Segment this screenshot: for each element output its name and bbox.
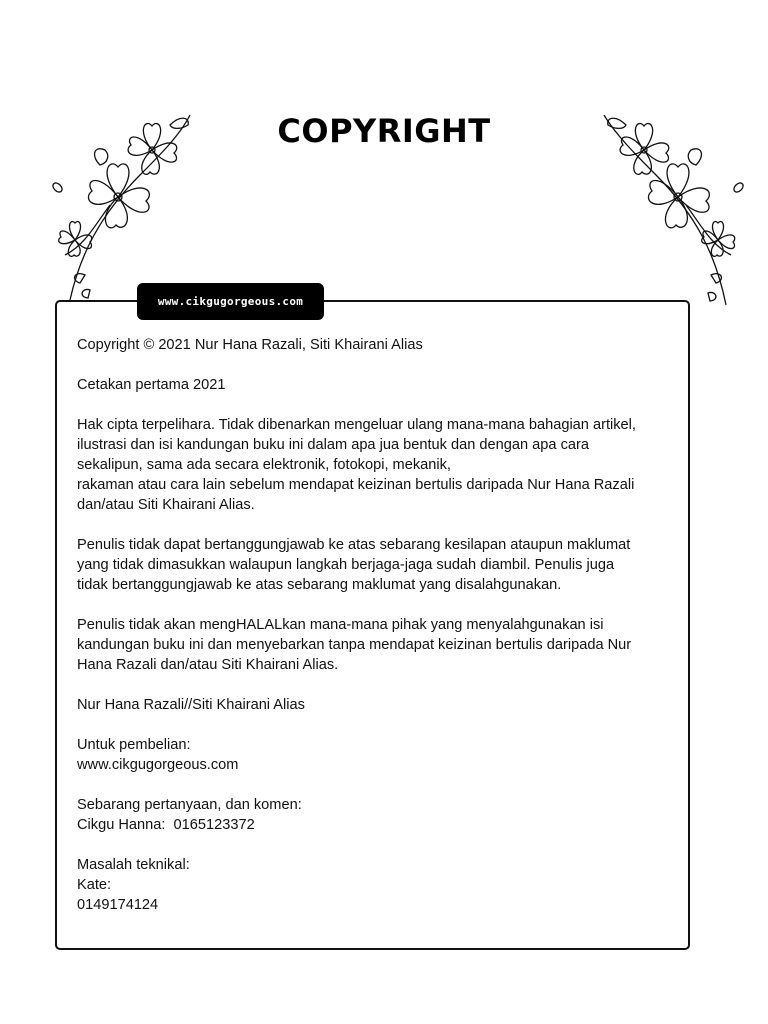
halal-paragraph (77, 615, 677, 675)
technical-phone: 0149174124 (77, 897, 159, 913)
disclaimer-paragraph (77, 535, 677, 595)
purchase-url: www.cikgugorgeous.com (77, 757, 239, 773)
purchase-block (77, 735, 677, 775)
authors-line: Nur Hana Razali//Siti Khairani Alias (77, 697, 305, 713)
disclaimer-line: Penulis tidak dapat bertanggungjawab ke atas sebarang kesilapan ataupun maklumat (77, 537, 631, 553)
rights-line: ilustrasi dan isi kandungan buku ini dalam apa jua bentuk dan dengan apa cara (77, 437, 589, 453)
website-url-tab: www.cikgugorgeous.com (137, 283, 324, 320)
rights-line: Hak cipta terpelihara. Tidak dibenarkan mengeluar ulang mana-mana bahagian artikel, (77, 417, 636, 433)
technical-label: Masalah teknikal: (77, 857, 190, 873)
purchase-label: Untuk pembelian: (77, 737, 191, 753)
halal-line: Hana Razali dan/atau Siti Khairani Alias. (77, 657, 339, 673)
rights-line: rakaman atau cara lain sebelum mendapat keizinan bertulis daripada Nur Hana Razali (77, 477, 635, 493)
inquiry-block (77, 795, 677, 835)
rights-paragraph (77, 415, 677, 515)
inquiry-contact: Cikgu Hanna: 0165123372 (77, 817, 255, 833)
disclaimer-line: yang tidak dimasukkan walaupun langkah berjaga-jaga sudah diambil. Penulis juga (77, 557, 615, 573)
edition-line: Cetakan pertama 2021 (77, 377, 226, 393)
page-title: COPYRIGHT (277, 112, 491, 150)
halal-line: kandungan buku ini dan menyebarkan tanpa mendapat keizinan bertulis daripada Nur (77, 637, 632, 653)
copyright-body (77, 335, 677, 935)
technical-block (77, 855, 677, 915)
technical-name: Kate: (77, 877, 112, 893)
copyright-line: Copyright © 2021 Nur Hana Razali, Siti Khairani Alias (77, 337, 423, 353)
rights-line: dan/atau Siti Khairani Alias. (77, 497, 255, 513)
halal-line: Penulis tidak akan mengHALALkan mana-mana pihak yang menyalahgunakan isi (77, 617, 604, 633)
inquiry-label: Sebarang pertanyaan, dan komen: (77, 797, 302, 813)
rights-line: sekalipun, sama ada secara elektronik, fotokopi, mekanik, (77, 457, 451, 473)
disclaimer-line: tidak bertanggungjawab ke atas sebarang maklumat yang disalahgunakan. (77, 577, 562, 593)
